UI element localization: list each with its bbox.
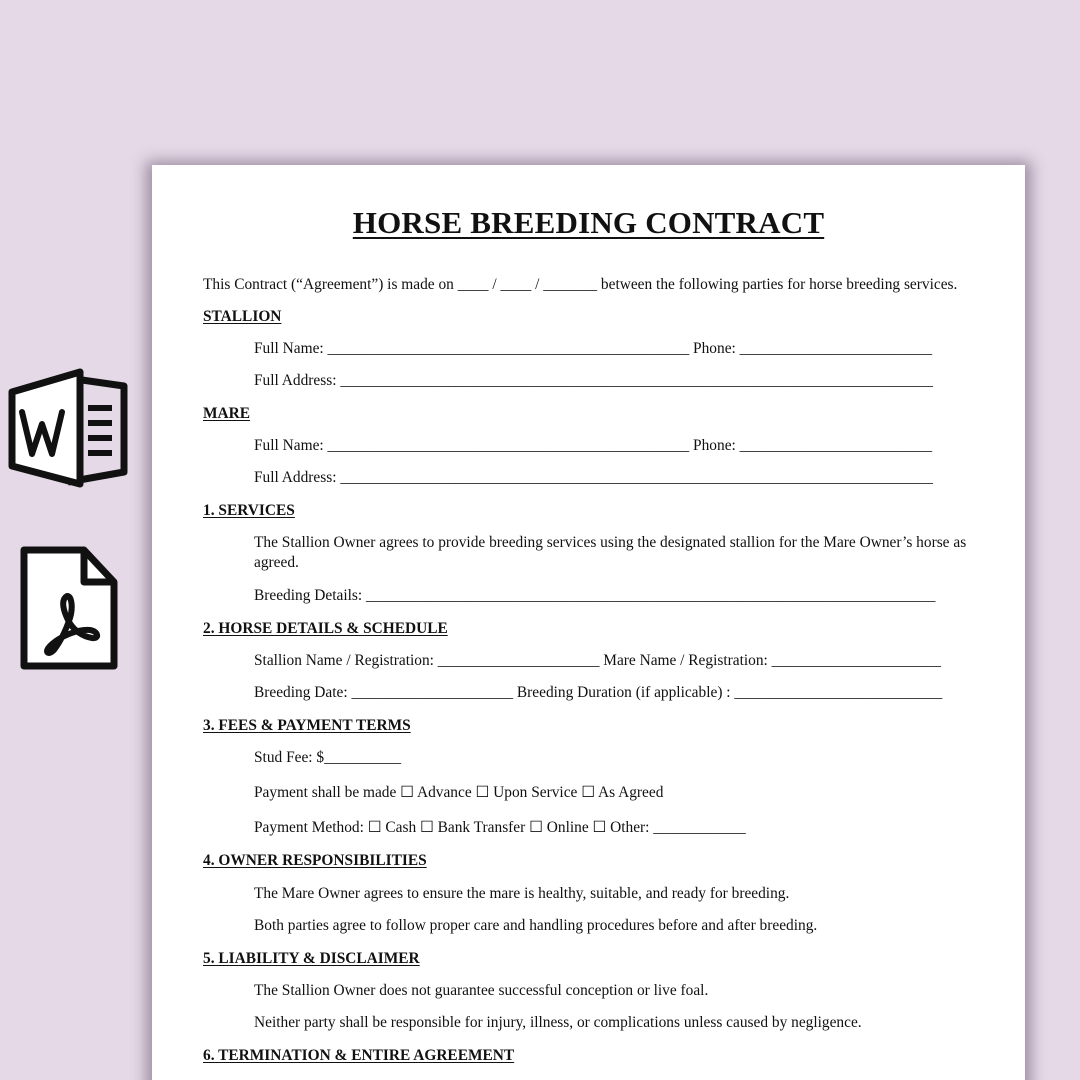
word-document-icon [8,368,128,488]
fees-heading: 3. FEES & PAYMENT TERMS [203,717,411,734]
payment-method-options[interactable]: Payment Method: ☐ Cash ☐ Bank Transfer ☐ Online ☐ Other: ____________ [254,819,746,836]
owner-heading: 4. OWNER RESPONSIBILITIES [203,852,427,869]
document-title: HORSE BREEDING CONTRACT [352,205,825,240]
registration-fields[interactable]: Stallion Name / Registration: _____________________ Mare Name / Registration: ______________________ [254,652,941,669]
owner-text-2: Both parties agree to follow proper care and handling procedures before and after breeding. [254,917,818,934]
stallion-full-address-field[interactable]: Full Address: _____________________________________________________________________________ [254,372,933,389]
stallion-heading: STALLION [203,308,282,325]
breeding-date-fields[interactable]: Breeding Date: _____________________ Breeding Duration (if applicable) : ___________________________ [254,684,943,701]
services-heading: 1. SERVICES [203,502,295,519]
stallion-full-name-field[interactable]: Full Name: _______________________________________________ Phone: _________________________ [254,340,933,357]
mare-heading: MARE [203,405,251,422]
payment-timing-options[interactable]: Payment shall be made ☐ Advance ☐ Upon Service ☐ As Agreed [254,784,664,801]
liability-text-2: Neither party shall be responsible for injury, illness, or complications unless caused by negligence. [254,1014,862,1031]
owner-text-1: The Mare Owner agrees to ensure the mare is healthy, suitable, and ready for breeding. [254,885,790,902]
pdf-document-icon [20,546,118,670]
horse-details-heading: 2. HORSE DETAILS & SCHEDULE [203,620,448,637]
services-text: The Stallion Owner agrees to provide breeding services using the designated stallion for the Mare Owner’s horse as agreed. [254,534,967,571]
intro-text: This Contract (“Agreement”) is made on ____ / ____ / _______ between the following parties for horse breeding services. [203,276,958,293]
mare-full-name-field[interactable]: Full Name: _______________________________________________ Phone: _________________________ [254,437,933,454]
liability-text-1: The Stallion Owner does not guarantee successful conception or live foal. [254,982,709,999]
mare-full-address-field[interactable]: Full Address: _____________________________________________________________________________ [254,469,933,486]
stud-fee-field[interactable]: Stud Fee: $__________ [254,749,402,766]
document-page [152,165,1025,1080]
liability-heading: 5. LIABILITY & DISCLAIMER [203,950,420,967]
termination-heading: 6. TERMINATION & ENTIRE AGREEMENT [203,1047,515,1064]
breeding-details-field[interactable]: Breeding Details: __________________________________________________________________________ [254,587,936,604]
